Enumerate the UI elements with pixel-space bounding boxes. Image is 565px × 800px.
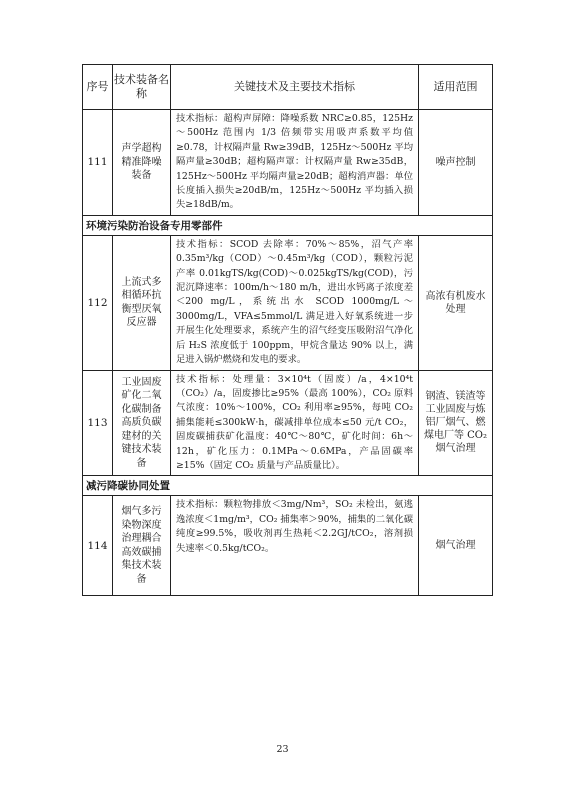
header-spec: 关键技术及主要技术指标: [171, 65, 419, 110]
equipment-name: 工业固废矿化二氧化碳制备高质负碳建材的关键技术装备: [113, 370, 171, 476]
application-scope: 钢渣、镁渣等工业固废与炼铝厂烟气、燃煤电厂等 CO₂ 烟气治理: [419, 370, 493, 476]
section-row-synergy: [83, 476, 493, 496]
header-name: 技术装备名称: [113, 65, 171, 110]
table-row: [83, 370, 493, 476]
header-seq: 序号: [83, 65, 113, 110]
header-scope: 适用范围: [419, 65, 493, 110]
equipment-name: 上流式多相循环抗衡型厌氧反应器: [113, 235, 171, 370]
application-scope: 高浓有机废水处理: [419, 235, 493, 370]
row-number: 111: [83, 110, 113, 216]
equipment-table: [82, 64, 493, 596]
row-number: 113: [83, 370, 113, 476]
application-scope: 噪声控制: [419, 110, 493, 216]
section-row-env: [83, 215, 493, 235]
table-header-row: [83, 65, 493, 110]
technical-spec: 技术指标：处理量：3×10⁴t（固废）/a，4×10⁴t（CO₂）/a，固废掺比≥95%（最高 100%），CO₂ 原料气浓度：10%～100%，CO₂ 利用率≥95%，每吨 CO₂ 捕集能耗≤300kW·h，碳减排单位成本≤50 元/t CO₂，固废碳捕获矿化温度：40℃～80℃，矿化时间：6h～12h，矿化压力：0.1MPa～0.6MPa，产品固碳率≥15%（固定 CO₂ 质量与产品质量比）。: [171, 370, 419, 476]
equipment-name: 烟气多污染物深度治理耦合高效碳捕集技术装备: [113, 496, 171, 596]
application-scope: 烟气治理: [419, 496, 493, 596]
section-title: 减污降碳协同处置: [83, 476, 493, 496]
equipment-name: 声学超构精准降噪装备: [113, 110, 171, 216]
row-number: 112: [83, 235, 113, 370]
table-row: [83, 496, 493, 596]
page-number: 23: [276, 744, 289, 755]
technical-spec: 技术指标：SCOD 去除率：70%～85%，沼气产率 0.35m³/kg（COD）～0.45m³/kg（COD），颗粒污泥产率 0.01kgTS/kg(COD)～0.025kgTS/kg(COD)，污泥沉降速率：100m/h～180 m/h，进出水钙离子浓度差＜200 mg/L，系统出水 SCOD 1000mg/L～3000mg/L，VFA≤5mmol/L 满足进入好氧系统进一步开展生化处理要求，系统产生的沼气经变压吸附沼气净化后 H₂S 浓度低于 100ppm，甲烷含量达 90% 以上，满足进入锅炉燃烧和发电的要求。: [171, 235, 419, 370]
section-title: 环境污染防治设备专用零部件: [83, 215, 493, 235]
technical-spec: 技术指标：超构声屏障：降噪系数 NRC≥0.85，125Hz～500Hz 范围内 1/3 倍频带实用吸声系数平均值≥0.78，计权隔声量 Rw≥39dB，125Hz～500Hz 平均隔声量≥30dB；超构隔声罩：计权隔声量 Rw≥35dB，125Hz～500Hz 平均隔声量≥20dB；超构消声器：单位长度插入损失≥20dB/m，125Hz～500Hz 平均插入损失≥18dB/m。: [171, 110, 419, 216]
table-row: [83, 110, 493, 216]
row-number: 114: [83, 496, 113, 596]
technical-spec: 技术指标：颗粒物排放＜3mg/Nm³，SO₂ 未检出，氨逃逸浓度＜1mg/m³，CO₂ 捕集率＞90%，捕集的二氧化碳纯度≥99.5%，吸收剂再生热耗＜2.2GJ/tCO₂，溶剂损失速率＜0.5kg/tCO₂。: [171, 496, 419, 596]
table-row: [83, 235, 493, 370]
